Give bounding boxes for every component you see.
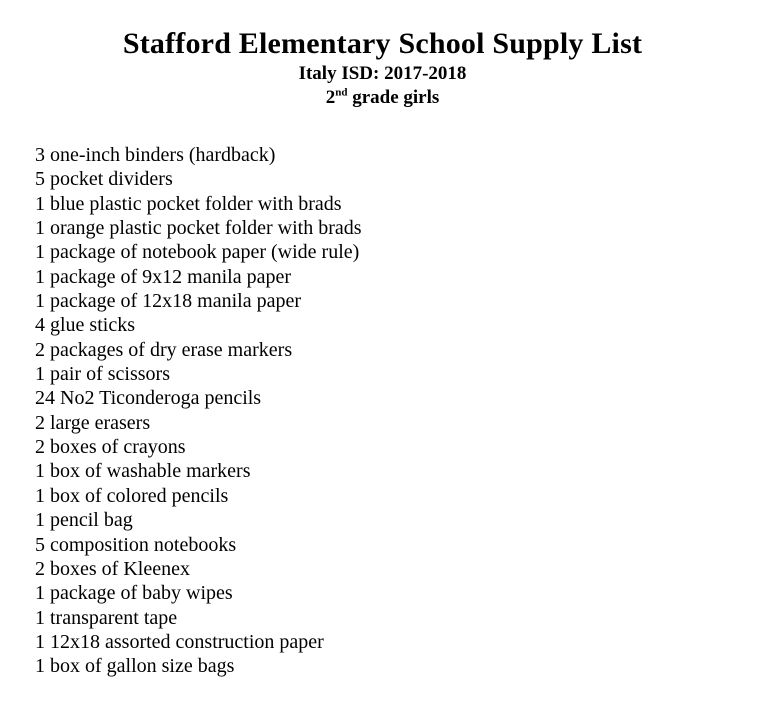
list-item: 1 package of 12x18 manila paper	[35, 290, 302, 313]
list-item: 24 No2 Ticonderoga pencils	[35, 387, 262, 410]
list-item: 2 boxes of crayons	[35, 436, 186, 459]
grade-number: 2	[325, 87, 336, 108]
list-item: 1 orange plastic pocket folder with brads	[35, 217, 362, 240]
document-header	[0, 26, 765, 110]
list-item: 4 glue sticks	[35, 314, 135, 337]
list-item: 1 transparent tape	[35, 606, 178, 629]
list-item: 1 box of washable markers	[35, 460, 251, 483]
district-year-subtitle: Italy ISD: 2017-2018	[298, 63, 467, 84]
list-item: 1 package of baby wipes	[35, 582, 233, 605]
list-item: 1 package of 9x12 manila paper	[35, 265, 292, 288]
grade-text: grade girls	[347, 87, 440, 108]
list-item: 1 12x18 assorted construction paper	[35, 630, 324, 653]
list-item: 3 one-inch binders (hardback)	[35, 144, 276, 166]
grade-line	[0, 86, 765, 110]
list-item: 1 box of gallon size bags	[35, 655, 235, 678]
list-item: 1 box of colored pencils	[35, 484, 229, 507]
list-item: 2 boxes of Kleenex	[35, 557, 190, 580]
list-item: 1 package of notebook paper (wide rule)	[35, 241, 360, 264]
list-item: 1 blue plastic pocket folder with brads	[35, 192, 342, 215]
list-item: 5 pocket dividers	[35, 168, 173, 191]
list-item: 1 pencil bag	[35, 509, 133, 532]
page-title: Stafford Elementary School Supply List	[122, 27, 643, 60]
list-item: 5 composition notebooks	[35, 533, 237, 556]
list-item: 1 pair of scissors	[35, 363, 170, 386]
list-item: 2 large erasers	[35, 411, 151, 434]
supply-list	[35, 143, 765, 679]
list-item: 2 packages of dry erase markers	[35, 338, 293, 361]
grade-ordinal-suffix: nd	[335, 86, 348, 99]
